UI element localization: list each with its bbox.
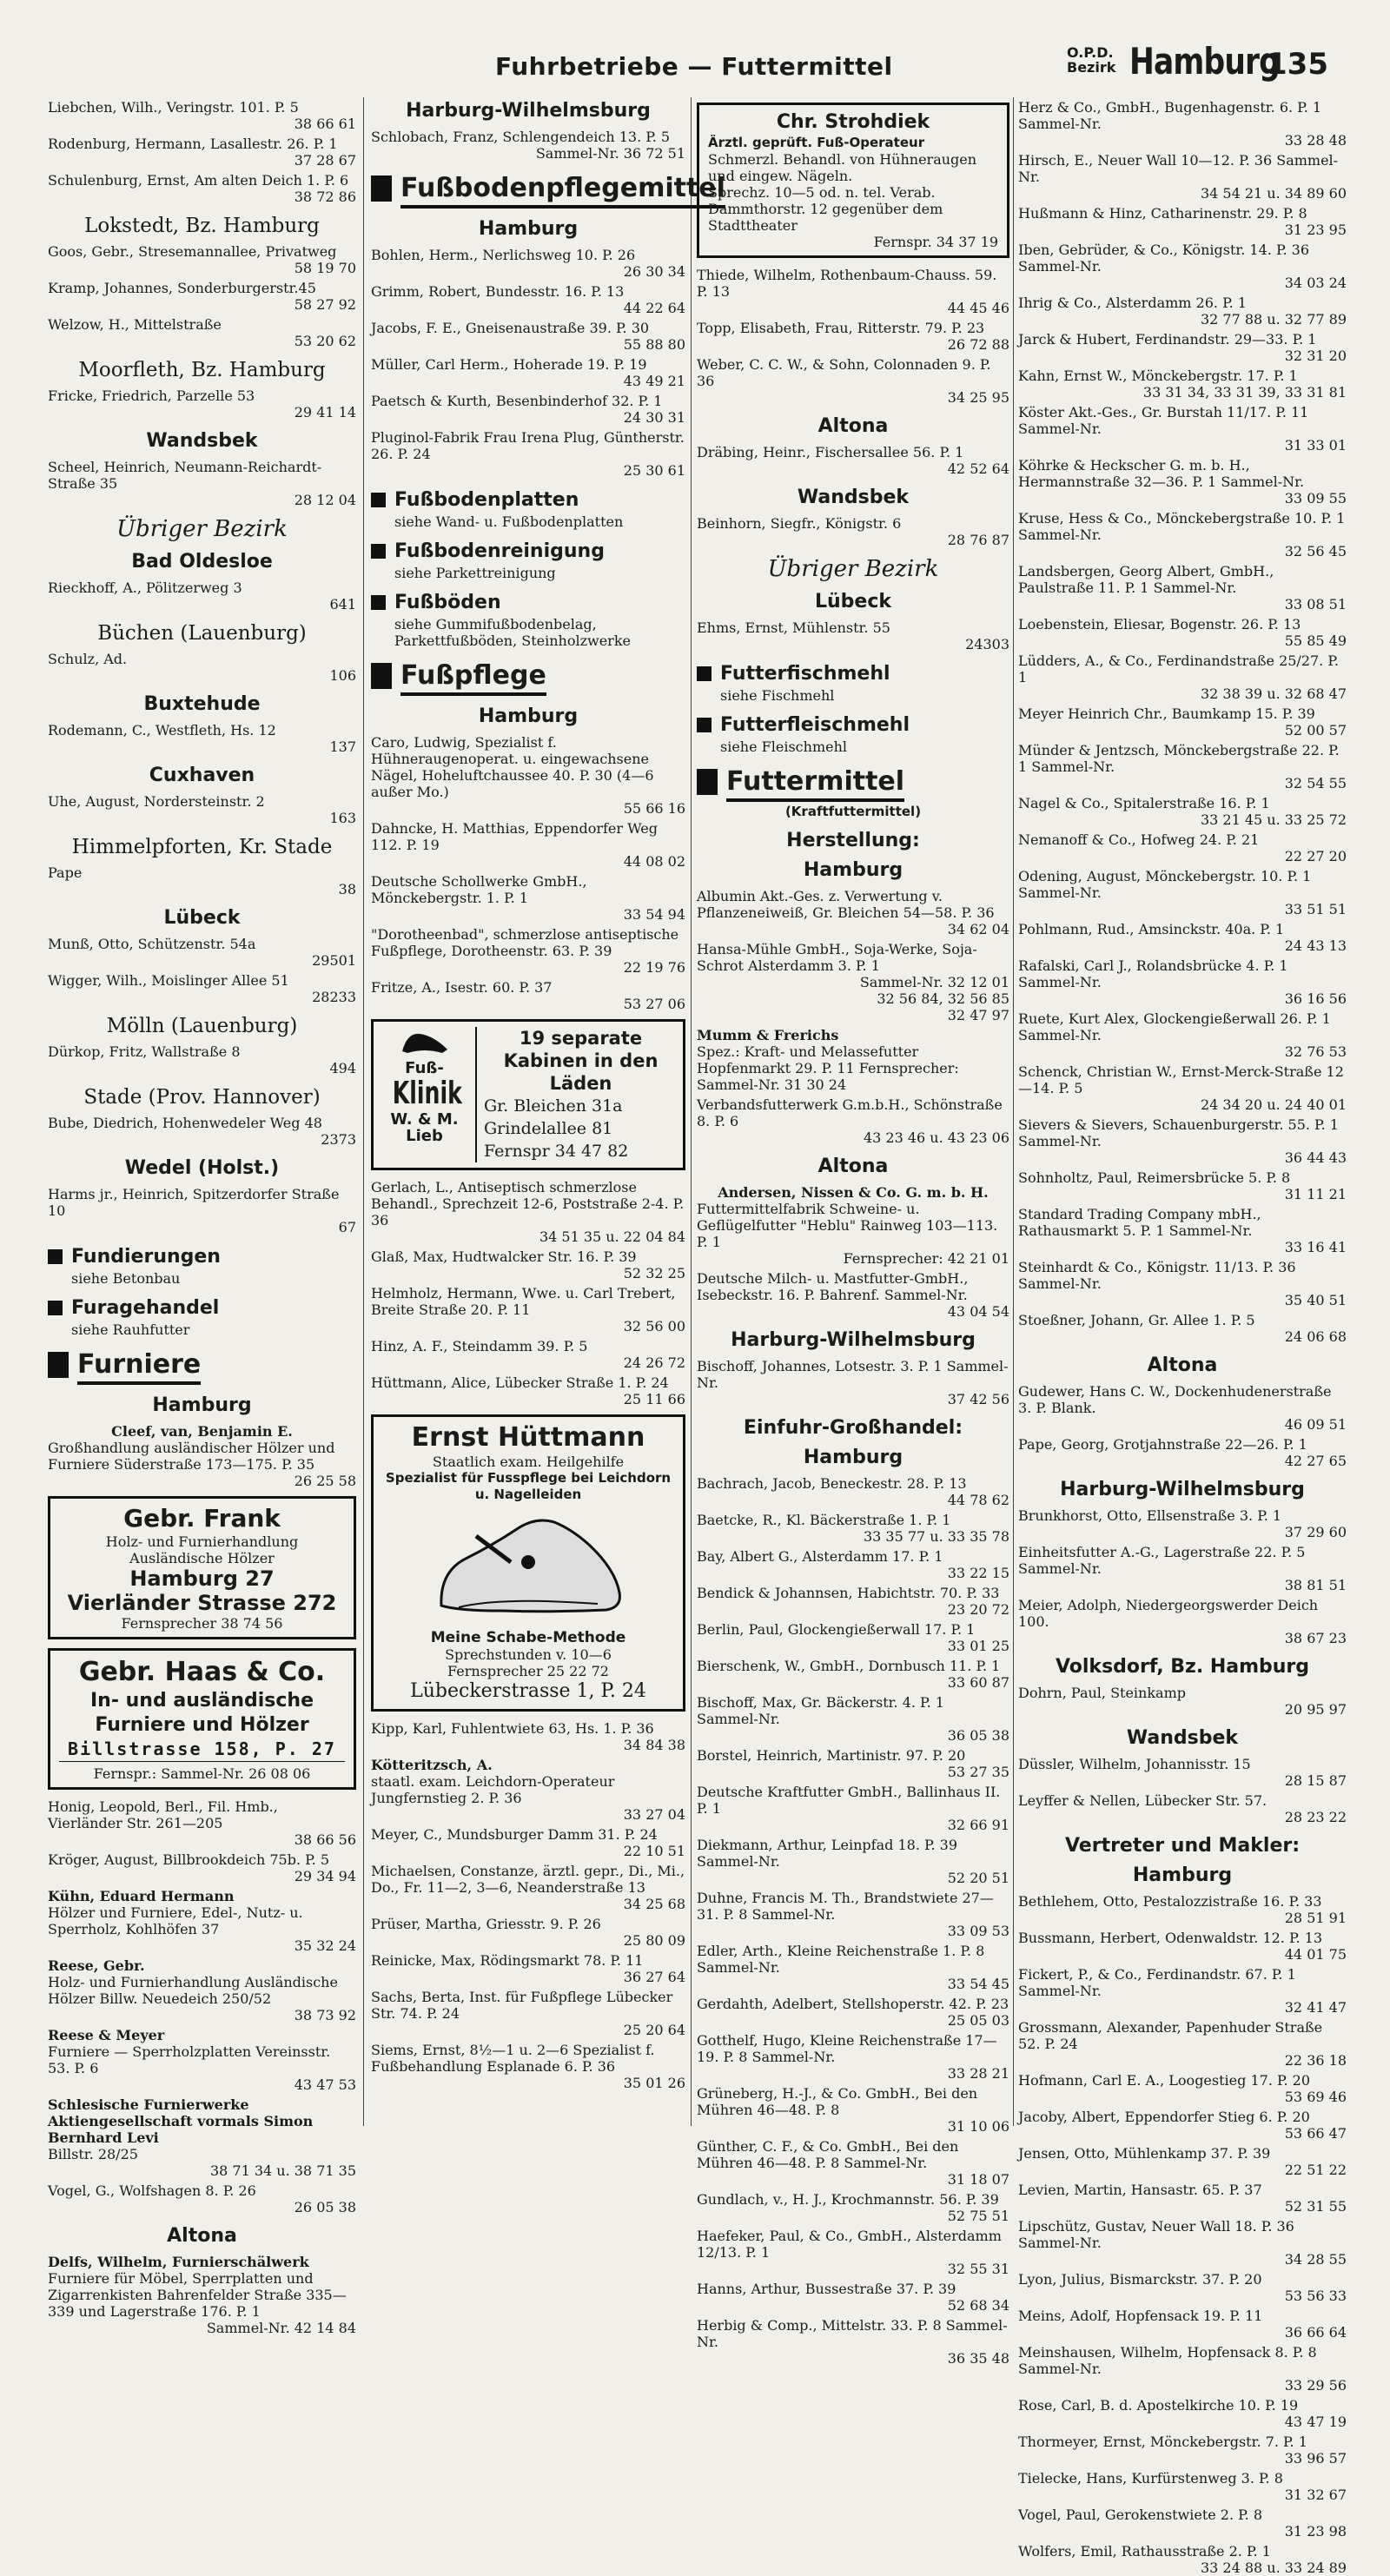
list-item: Dohrn, Paul, Steinkamp 20 95 97 <box>1018 1685 1347 1718</box>
list-item: Deutsche Milch- u. Mastfutter-GmbH., Isebeckstr. 16. P. Bahrenf. Sammel-Nr. 43 04 54 <box>697 1270 1009 1320</box>
place-heading: Hamburg <box>478 705 579 727</box>
list-item: Lyon, Julius, Bismarckstr. 37. P. 20 53 56 33 <box>1018 2271 1347 2304</box>
section-heading: Vertreter und Makler: <box>1064 1835 1301 1857</box>
category-bullet-icon <box>48 1249 63 1264</box>
list-item: Hofmann, Carl E. A., Loogestieg 17. P. 20 53 69 46 <box>1018 2072 1347 2105</box>
list-item: Schulenburg, Ernst, Am alten Deich 1. P. 6 38 72 86 <box>48 172 356 205</box>
list-item: Kröger, August, Billbrookdeich 75b. P. 5 29 34 94 <box>48 1851 356 1884</box>
category-bullet-icon <box>48 1352 69 1378</box>
list-item: Weber, C. C. W., & Sohn, Colonnaden 9. P. 36 34 25 95 <box>697 356 1009 406</box>
list-item: Müller, Carl Herm., Hoherade 19. P. 19 43 49 21 <box>371 356 685 389</box>
category-heading: Futterfleischmehl <box>697 714 1009 737</box>
list-item: Edler, Arth., Kleine Reichenstraße 1. P. 8 Sammel-Nr. 33 54 45 <box>697 1943 1009 1992</box>
ad-logo-text: Fuß- <box>405 1059 444 1077</box>
list-item: Mumm & Frerichs Spez.: Kraft- und Melassefutter Hopfenmarkt 29. P. 11 Fernsprecher: Sammel-Nr. 31 30 24 <box>697 1027 959 1093</box>
cross-reference: siehe Fleischmehl <box>720 738 847 755</box>
place-heading: Hamburg <box>803 1447 904 1468</box>
list-item: Fritze, A., Isestr. 60. P. 37 53 27 06 <box>371 979 685 1012</box>
ad-line: Ärztl. geprüft. Fuß-Operateur <box>708 135 925 150</box>
list-item: Standard Trading Company mbH., Rathausmarkt 5. P. 1 Sammel-Nr. 33 16 41 <box>1018 1206 1347 1255</box>
list-item: Nagel & Co., Spitalerstraße 16. P. 1 33 21 45 u. 33 25 72 <box>1018 795 1347 828</box>
place-heading: Cuxhaven <box>149 765 255 786</box>
cross-reference: siehe Wand- u. Fußbodenplatten <box>394 513 624 530</box>
cross-reference: siehe Parkettreinigung <box>394 565 556 581</box>
place-heading: Harburg-Wilhelmsburg <box>406 100 651 122</box>
list-item: Munß, Otto, Schützenstr. 54a 29501 <box>48 936 356 969</box>
place-heading: Hamburg <box>152 1394 252 1416</box>
place-heading: Himmelpforten, Kr. Stade <box>71 836 333 858</box>
list-item: Schenck, Christian W., Ernst-Merck-Straße 12—14. P. 5 24 34 20 u. 24 40 01 <box>1018 1063 1347 1113</box>
list-item: Hußmann & Hinz, Catharinenstr. 29. P. 8 31 23 95 <box>1018 205 1347 238</box>
place-heading: Wandsbek <box>1126 1727 1239 1749</box>
list-item: Grüneberg, H.-J., & Co. GmbH., Bei den Mühren 46—48. P. 8 31 10 06 <box>697 2085 1009 2135</box>
ad-fuss-klinik <box>371 1019 685 1170</box>
cross-reference: siehe Gummifußbodenbelag, Parkettfußböden, Steinholzwerke <box>394 616 631 649</box>
list-item: Levien, Martin, Hansastr. 65. P. 37 52 31 55 <box>1018 2182 1347 2215</box>
category-bullet-icon <box>371 493 386 507</box>
ad-phone: Fernspr. 34 37 19 <box>873 234 998 250</box>
list-item: Bay, Albert G., Alsterdamm 17. P. 1 33 22 15 <box>697 1548 1009 1581</box>
ad-phone: Fernsprecher 38 74 56 <box>121 1615 283 1632</box>
place-heading: Harburg-Wilhelmsburg <box>731 1329 976 1351</box>
list-item: Dürkop, Fritz, Wallstraße 8 494 <box>48 1043 356 1076</box>
ad-line: Sprechz. 10—5 od. n. tel. Verab. <box>708 184 936 201</box>
list-item: Hansa-Mühle GmbH., Soja-Werke, Soja-Schrot Alsterdamm 3. P. 1 Sammel-Nr. 32 12 01 32 56 84, 32 56 85 32 47 97 <box>697 941 1009 1023</box>
list-item: Diekmann, Arthur, Leinpfad 18. P. 39 Sammel-Nr. 52 20 51 <box>697 1837 1009 1886</box>
ad-company-name: Ernst Hüttmann <box>411 1422 645 1453</box>
list-item: Kruse, Hess & Co., Mönckebergstraße 10. P. 1 Sammel-Nr. 32 56 45 <box>1018 510 1347 560</box>
bezirk-label: Bezirk <box>1067 59 1116 76</box>
list-item: Vogel, G., Wolfshagen 8. P. 26 26 05 38 <box>48 2182 356 2215</box>
list-item: Kramp, Johannes, Sonderburgerstr.45 58 27 92 <box>48 280 356 313</box>
foot-logo-icon <box>399 1027 451 1056</box>
list-item: Jensen, Otto, Mühlenkamp 37. P. 39 22 51 22 <box>1018 2145 1347 2178</box>
list-item: Jacobs, F. E., Gneisenaustraße 39. P. 30 55 88 80 <box>371 320 685 353</box>
ad-address: Grindelallee 81 <box>484 1119 613 1138</box>
list-item: Köhrke & Heckscher G. m. b. H., Hermannstraße 32—36. P. 1 Sammel-Nr. 33 09 55 <box>1018 457 1347 507</box>
section-heading: Herstellung: <box>786 830 920 851</box>
list-item: Günther, C. F., & Co. GmbH., Bei den Mühren 46—48. P. 8 Sammel-Nr. 31 18 07 <box>697 2138 1009 2188</box>
ad-line: Ausländische Hölzer <box>129 1550 275 1566</box>
list-item: Bischoff, Max, Gr. Bäckerstr. 4. P. 1 Sammel-Nr. 36 05 38 <box>697 1694 1009 1744</box>
category-heading: Fußböden <box>371 592 685 614</box>
category-heading: Fußbodenreinigung <box>371 540 685 563</box>
list-item: Thiede, Wilhelm, Rothenbaum-Chauss. 59. P. 13 44 45 46 <box>697 267 1009 316</box>
ad-address: Gr. Bleichen 31a <box>484 1096 623 1116</box>
ad-phone: Fernspr 34 47 82 <box>484 1142 629 1161</box>
place-heading: Harburg-Wilhelmsburg <box>1060 1479 1305 1500</box>
list-item: Bierschenk, W., GmbH., Dornbusch 11. P. 1 33 60 87 <box>697 1658 1009 1691</box>
list-item: Welzow, H., Mittelstraße 53 20 62 <box>48 316 356 349</box>
category-heading: Fußbodenpflegemittel <box>371 172 685 209</box>
category-bullet-icon <box>371 663 392 689</box>
place-heading: Lokstedt, Bz. Hamburg <box>84 215 320 237</box>
category-bullet-icon <box>48 1301 63 1315</box>
list-item: Duhne, Francis M. Th., Brandstwiete 27—31. P. 8 Sammel-Nr. 33 09 53 <box>697 1890 1009 1939</box>
list-item: Berlin, Paul, Glockengießerwall 17. P. 1 33 01 25 <box>697 1621 1009 1654</box>
ad-chr-strohdiek <box>697 103 1009 258</box>
list-item: Vogel, Paul, Gerokenstwiete 2. P. 8 31 23 98 <box>1018 2506 1347 2540</box>
list-item: Uhe, August, Nordersteinstr. 2 163 <box>48 793 356 826</box>
opd-abbrev: O.P.D. <box>1067 44 1114 61</box>
place-heading: Bad Oldesloe <box>131 551 273 573</box>
running-title: Fuhrbetriebe — Futtermittel <box>495 52 893 81</box>
category-heading: Fundierungen <box>48 1246 356 1268</box>
list-item: Bendick & Johannsen, Habichtstr. 70. P. 33 23 20 72 <box>697 1585 1009 1618</box>
list-item: Albumin Akt.-Ges. z. Verwertung v. Pflanzeneiweiß, Gr. Bleichen 54—58. P. 36 34 62 04 <box>697 888 1009 937</box>
category-bullet-icon <box>697 769 718 795</box>
ad-line: Schmerzl. Behandl. von Hühneraugen und eingew. Nägeln. <box>708 151 977 184</box>
list-item: Schlesische Furnierwerke Aktiengesellschaft vormals Simon Bernhard Levi Billstr. 28/25 38 71 34 u. 38 71 35 <box>48 2096 356 2179</box>
ad-gebr-frank <box>48 1496 356 1639</box>
list-item: Rieckhoff, A., Pölitzerweg 3 641 <box>48 579 356 613</box>
ad-company-name: Gebr. Frank <box>123 1504 281 1533</box>
list-item: Schlobach, Franz, Schlengendeich 13. P. 5 Sammel-Nr. 36 72 51 <box>371 129 685 162</box>
category-subtitle: (Kraftfuttermittel) <box>784 804 922 819</box>
category-bullet-icon <box>371 595 386 610</box>
ad-phone: Fernspr.: Sammel-Nr. 26 08 06 <box>59 1761 345 1782</box>
list-item: Tielecke, Hans, Kurfürstenweg 3. P. 8 31 32 67 <box>1018 2470 1347 2503</box>
list-item: Andersen, Nissen & Co. G. m. b. H. Futtermittelfabrik Schweine- u. Geflügelfutter "Heblu" Rainweg 103—113. P. 1 Fernsprecher: 42 21 01 <box>697 1184 1009 1267</box>
list-item: Caro, Ludwig, Spezialist f. Hühneraugenoperat. u. eingewachsene Nägel, Hoheluftchaussee 40. P. 30 (4—6 außer Mo.) 55 66 16 <box>371 734 685 817</box>
place-heading: Altona <box>817 1156 889 1177</box>
list-item: Köster Akt.-Ges., Gr. Burstah 11/17. P. 11 Sammel-Nr. 31 33 01 <box>1018 404 1347 454</box>
place-heading: Mölln (Lauenburg) <box>106 1015 298 1037</box>
place-heading: Büchen (Lauenburg) <box>97 622 307 645</box>
list-item: Iben, Gebrüder, & Co., Königstr. 14. P. 36 Sammel-Nr. 34 03 24 <box>1018 242 1347 291</box>
list-item: Liebchen, Wilh., Veringstr. 101. P. 5 38 66 61 <box>48 99 356 132</box>
place-heading: Wandsbek <box>146 430 258 452</box>
column-4 <box>1018 97 1347 2576</box>
ad-gebr-haas <box>48 1648 356 1790</box>
column-2 <box>371 97 725 2126</box>
list-item: Steinhardt & Co., Königstr. 11/13. P. 36 Sammel-Nr. 35 40 51 <box>1018 1259 1347 1308</box>
list-item: Schulz, Ad. 106 <box>48 651 356 684</box>
region-heading: Übriger Bezirk <box>767 556 939 582</box>
list-item: Grimm, Robert, Bundesstr. 16. P. 13 44 22 64 <box>371 283 685 316</box>
list-item: Rodenburg, Hermann, Lasallestr. 26. P. 1 37 28 67 <box>48 136 356 169</box>
list-item: Rodemann, C., Westfleth, Hs. 12 137 <box>48 722 356 755</box>
list-item: Münder & Jentzsch, Mönckebergstraße 22. P. 1 Sammel-Nr. 32 54 55 <box>1018 742 1347 791</box>
list-item: Rafalski, Carl J., Rolandsbrücke 4. P. 1 Sammel-Nr. 36 16 56 <box>1018 957 1347 1007</box>
region-heading: Übriger Bezirk <box>116 516 288 542</box>
ad-ernst-huettmann <box>371 1414 685 1712</box>
column-1 <box>48 97 356 2336</box>
list-item: Brunkhorst, Otto, Ellsenstraße 3. P. 1 37 29 60 <box>1018 1507 1347 1540</box>
list-item: Deutsche Schollwerke GmbH., Mönckebergstr. 1. P. 1 33 54 94 <box>371 873 685 923</box>
list-item: Gerdahth, Adelbert, Stellshoperstr. 42. P. 23 25 05 03 <box>697 1996 1009 2029</box>
place-heading: Hamburg <box>803 859 904 881</box>
list-item: Borstel, Heinrich, Martinistr. 97. P. 20 53 27 35 <box>697 1747 1009 1780</box>
list-item: Rose, Carl, B. d. Apostelkirche 10. P. 19 43 47 19 <box>1018 2397 1347 2430</box>
list-item: Pohlmann, Rud., Amsinckstr. 40a. P. 1 24 43 13 <box>1018 921 1347 954</box>
ad-line: Holz- und Furnierhandlung <box>105 1533 299 1550</box>
list-item: Paetsch & Kurth, Besenbinderhof 32. P. 1 24 30 31 <box>371 393 685 426</box>
list-item: Bussmann, Herbert, Odenwaldstr. 12. P. 13 44 01 75 <box>1018 1930 1347 1963</box>
list-item: Lipschütz, Gustav, Neuer Wall 18. P. 36 Sammel-Nr. 34 28 55 <box>1018 2218 1347 2268</box>
list-item: Delfs, Wilhelm, Furnierschälwerk Furniere für Möbel, Sperrplatten und Zigarrenkisten Bahrenfelder Straße 335—339 und Lagerstraße 176. P. 1 Sammel-Nr. 42 14 84 <box>48 2254 356 2336</box>
list-item: Scheel, Heinrich, Neumann-Reichardt-Straße 35 28 12 04 <box>48 459 356 508</box>
list-item: Helmholz, Hermann, Wwe. u. Carl Trebert, Breite Straße 20. P. 11 32 56 00 <box>371 1285 685 1334</box>
list-item: Düssler, Wilhelm, Johannisstr. 15 28 15 87 <box>1018 1756 1347 1789</box>
list-item: Meier, Adolph, Niedergeorgswerder Deich 100. 38 67 23 <box>1018 1597 1347 1646</box>
list-item: Herz & Co., GmbH., Bugenhagenstr. 6. P. 1 Sammel-Nr. 33 28 48 <box>1018 99 1347 149</box>
list-item: Hüttmann, Alice, Lübecker Straße 1. P. 24 25 11 66 <box>371 1374 685 1407</box>
list-item: "Dorotheenbad", schmerzlose antiseptische Fußpflege, Dorotheenstr. 63. P. 39 22 19 76 <box>371 926 685 976</box>
list-item: Baetcke, R., Kl. Bäckerstraße 1. P. 1 33 35 77 u. 33 35 78 <box>697 1512 1009 1545</box>
list-item: Wigger, Wilh., Moislinger Allee 51 28233 <box>48 972 356 1005</box>
list-item: Bachrach, Jacob, Beneckestr. 28. P. 13 44 78 62 <box>697 1475 1009 1508</box>
ad-address: Vierländer Strasse 272 <box>67 1591 337 1615</box>
ad-company-name: Gebr. Haas & Co. <box>78 1657 326 1687</box>
category-heading: Furniere <box>48 1348 356 1385</box>
place-heading: Stade (Prov. Hannover) <box>83 1086 321 1109</box>
place-heading: Buxtehude <box>143 693 261 715</box>
place-heading: Lübeck <box>814 591 892 613</box>
list-item: Michaelsen, Constanze, ärztl. gepr., Di., Mi., Do., Fr. 11—2, 3—6, Neanderstraße 13 34 25 68 <box>371 1863 685 1912</box>
list-item: Beinhorn, Siegfr., Königstr. 6 28 76 87 <box>697 515 1009 548</box>
ad-phone: Fernsprecher 25 22 72 <box>447 1663 609 1679</box>
list-item: Gundlach, v., H. J., Krochmannstr. 56. P. 39 52 75 51 <box>697 2191 1009 2224</box>
column-3 <box>697 97 1009 2367</box>
list-item: Deutsche Kraftfutter GmbH., Ballinhaus II. P. 1 32 66 91 <box>697 1784 1009 1833</box>
category-bullet-icon <box>371 175 392 202</box>
ad-logo-text: W. & M. <box>390 1110 459 1129</box>
list-item: Sievers & Sievers, Schauenburgerstr. 55. P. 1 Sammel-Nr. 36 44 43 <box>1018 1116 1347 1166</box>
list-item: Fickert, P., & Co., Ferdinandstr. 67. P. 1 Sammel-Nr. 32 41 47 <box>1018 1966 1347 2016</box>
place-heading: Volksdorf, Bz. Hamburg <box>1055 1656 1310 1678</box>
place-heading: Hamburg <box>1132 1864 1233 1886</box>
list-item: Kahn, Ernst W., Mönckebergstr. 17. P. 1 33 31 34, 33 31 39, 33 31 81 <box>1018 368 1347 401</box>
ad-logo-text: Lieb <box>406 1127 443 1145</box>
list-item: Thormeyer, Ernst, Mönckebergstr. 7. P. 1 33 96 57 <box>1018 2434 1347 2467</box>
category-heading: Fußpflege <box>371 659 685 696</box>
place-heading: Altona <box>817 415 889 437</box>
category-bullet-icon <box>697 666 712 681</box>
place-heading: Altona <box>1147 1354 1218 1376</box>
list-item: Goos, Gebr., Stresemannallee, Privatweg 58 19 70 <box>48 243 356 276</box>
list-item: Reinicke, Max, Rödingsmarkt 78. P. 11 36 27 64 <box>371 1952 685 1985</box>
list-item: Einheitsfutter A.-G., Lagerstraße 22. P. 5 Sammel-Nr. 38 81 51 <box>1018 1544 1347 1593</box>
category-heading: Futterfischmehl <box>697 663 1009 685</box>
ad-company-name: Chr. Strohdiek <box>776 111 930 133</box>
list-item: Bube, Diedrich, Hohenwedeler Weg 48 2373 <box>48 1115 356 1148</box>
list-item: Wolfers, Emil, Rathausstraße 2. P. 1 33 24 88 u. 33 24 89 <box>1018 2543 1347 2576</box>
list-item: Ruete, Kurt Alex, Glockengießerwall 26. P. 1 Sammel-Nr. 32 76 53 <box>1018 1010 1347 1060</box>
ad-logo-text: Klinik <box>392 1076 462 1111</box>
list-item: Meins, Adolf, Hopfensack 19. P. 11 36 66 64 <box>1018 2308 1347 2341</box>
list-item: Meinshausen, Wilhelm, Hopfensack 8. P. 8 Sammel-Nr. 33 29 56 <box>1018 2344 1347 2394</box>
section-heading: Einfuhr-Großhandel: <box>743 1417 963 1439</box>
list-item: Cleef, van, Benjamin E. Großhandlung ausländischer Hölzer und Furniere Süderstraße 173—175. P. 35 26 25 58 <box>48 1423 356 1489</box>
list-item: Meyer Heinrich Chr., Baumkamp 15. P. 39 52 00 57 <box>1018 705 1347 738</box>
cross-reference: siehe Betonbau <box>71 1270 181 1287</box>
ad-line: Meine Schabe-Methode <box>430 1629 626 1646</box>
list-item: Fricke, Friedrich, Parzelle 53 29 41 14 <box>48 387 356 421</box>
list-item: Leyffer & Nellen, Lübecker Str. 57. 28 23 22 <box>1018 1792 1347 1825</box>
list-item: Pape 38 <box>48 864 356 897</box>
cross-reference: siehe Fischmehl <box>720 687 835 704</box>
list-item: Grossmann, Alexander, Papenhuder Straße 52. P. 24 22 36 18 <box>1018 2019 1347 2069</box>
list-item: Topp, Elisabeth, Frau, Ritterstr. 79. P. 23 26 72 88 <box>697 320 1009 353</box>
list-item: Hanns, Arthur, Bussestraße 37. P. 39 52 68 34 <box>697 2281 1009 2314</box>
list-item: Jarck & Hubert, Ferdinandstr. 29—33. P. 1 32 31 20 <box>1018 331 1347 364</box>
category-bullet-icon <box>697 718 712 732</box>
list-item: Reese & Meyer Furniere — Sperrholzplatten Vereinsstr. 53. P. 6 43 47 53 <box>48 2027 356 2093</box>
place-heading: Altona <box>167 2225 237 2247</box>
list-item: Gudewer, Hans C. W., Dockenhudenerstraße 3. P. Blank. 46 09 51 <box>1018 1383 1347 1433</box>
category-heading: Fußbodenplatten <box>371 489 685 512</box>
list-item: Hinz, A. F., Steindamm 39. P. 5 24 26 72 <box>371 1338 685 1371</box>
ad-address: Lübeckerstrasse 1, P. 24 <box>410 1680 646 1702</box>
place-heading: Wedel (Holst.) <box>124 1157 280 1179</box>
list-item: Kipp, Karl, Fuhlentwiete 63, Hs. 1. P. 36 34 84 38 <box>371 1720 685 1753</box>
column-rule <box>691 97 692 2126</box>
list-item: Pape, Georg, Grotjahnstraße 22—26. P. 1 42 27 65 <box>1018 1436 1347 1469</box>
ad-logo <box>379 1027 477 1162</box>
list-item: Loebenstein, Eliesar, Bogenstr. 26. P. 13 55 85 49 <box>1018 616 1347 649</box>
place-heading: Wandsbek <box>797 487 910 508</box>
list-item: Pluginol-Fabrik Frau Irena Plug, Güntherstr. 26. P. 24 25 30 61 <box>371 429 685 479</box>
cross-reference: siehe Rauhfutter <box>71 1321 190 1338</box>
list-item: Jacoby, Albert, Eppendorfer Stieg 6. P. 20 53 66 47 <box>1018 2109 1347 2142</box>
ad-line: 19 separate Kabinen in den Läden <box>503 1028 659 1094</box>
list-item: Hirsch, E., Neuer Wall 10—12. P. 36 Sammel-Nr. 34 54 21 u. 34 89 60 <box>1018 152 1347 202</box>
list-item: Haefeker, Paul, & Co., GmbH., Alsterdamm 12/13. P. 1 32 55 31 <box>697 2228 1009 2277</box>
ad-address: Billstrasse 158, P. 27 <box>68 1738 336 1759</box>
list-item: Siems, Ernst, 8½—1 u. 2—6 Spezialist f. Fußbehandlung Esplanade 6. P. 36 35 01 26 <box>371 2042 685 2091</box>
ad-line: Furniere und Hölzer <box>95 1714 309 1736</box>
list-item: Glaß, Max, Hudtwalcker Str. 16. P. 39 52 32 25 <box>371 1248 685 1281</box>
column-rule <box>363 97 364 2126</box>
page-header <box>0 35 1390 96</box>
ad-line: Spezialist für Fusspflege bei Leichdorn u. Nagelleiden <box>385 1470 672 1502</box>
ad-line: Staatlich exam. Heilgehilfe <box>432 1454 625 1470</box>
list-item: Landsbergen, Georg Albert, GmbH., Paulstraße 11. P. 1 Sammel-Nr. 33 08 51 <box>1018 563 1347 613</box>
list-item: Ehms, Ernst, Mühlenstr. 55 24303 <box>697 619 1009 652</box>
list-item: Harms jr., Heinrich, Spitzerdorfer Straße 10 67 <box>48 1186 356 1235</box>
list-item: Sachs, Berta, Inst. für Fußpflege Lübecker Str. 74. P. 24 25 20 64 <box>371 1989 685 2038</box>
category-bullet-icon <box>371 544 386 559</box>
category-heading: Furagehandel <box>48 1297 356 1320</box>
list-item: Lüdders, A., & Co., Ferdinandstraße 25/27. P. 1 32 38 39 u. 32 68 47 <box>1018 652 1347 702</box>
list-item: Kühn, Eduard Hermann Hölzer und Furniere, Edel-, Nutz- u. Sperrholz, Kohlhöfen 37 35 32 24 <box>48 1888 356 1954</box>
list-item: Herbig & Comp., Mittelstr. 33. P. 8 Sammel-Nr. 36 35 48 <box>697 2317 1009 2367</box>
list-item: Bischoff, Johannes, Lotsestr. 3. P. 1 Sammel-Nr. 37 42 56 <box>697 1358 1009 1407</box>
list-item: Gerlach, L., Antiseptisch schmerzlose Behandl., Sprechzeit 12-6, Poststraße 2-4. P. 36 34 51 35 u. 22 04 84 <box>371 1179 685 1245</box>
column-rule <box>1013 97 1014 2126</box>
list-item: Honig, Leopold, Berl., Fil. Hmb., Vierländer Str. 261—205 38 66 56 <box>48 1798 356 1848</box>
page-number: 135 <box>1267 47 1328 82</box>
list-item: Meyer, C., Mundsburger Damm 31. P. 24 22 10 51 <box>371 1826 685 1859</box>
list-item: Nemanoff & Co., Hofweg 24. P. 21 22 27 20 <box>1018 831 1347 864</box>
place-heading: Lübeck <box>163 907 241 929</box>
list-item: Odening, August, Mönckebergstr. 10. P. 1 Sammel-Nr. 33 51 51 <box>1018 868 1347 917</box>
list-item: Reese, Gebr. Holz- und Furnierhandlung Ausländische Hölzer Billw. Neuedeich 250/52 38 73 92 <box>48 1957 356 2023</box>
ad-line: In- und ausländische <box>89 1690 314 1712</box>
list-item: Sohnholtz, Paul, Reimersbrücke 5. P. 8 31 11 21 <box>1018 1169 1347 1202</box>
ad-address: Dammthorstr. 12 gegenüber dem Stadttheater <box>708 201 943 234</box>
list-item: Kötteritzsch, A. staatl. exam. Leichdorn-Operateur Jungfernstieg 2. P. 36 33 27 04 <box>371 1757 685 1823</box>
ad-line: Sprechstunden v. 10—6 <box>445 1646 612 1663</box>
list-item: Dahncke, H. Matthias, Eppendorfer Weg 112. P. 19 44 08 02 <box>371 820 685 870</box>
place-heading: Moorfleth, Bz. Hamburg <box>78 359 326 381</box>
city-title: Hamburg <box>1129 40 1281 83</box>
list-item: Dräbing, Heinr., Fischersallee 56. P. 1 42 52 64 <box>697 444 1009 477</box>
opd-label <box>1067 45 1115 75</box>
ad-address: Hamburg 27 <box>129 1566 275 1591</box>
list-item: Stoeßner, Johann, Gr. Allee 1. P. 5 24 06 68 <box>1018 1312 1347 1345</box>
list-item: Bohlen, Herm., Nerlichsweg 10. P. 26 26 30 34 <box>371 247 685 280</box>
list-item: Bethlehem, Otto, Pestalozzistraße 16. P. 33 28 51 91 <box>1018 1893 1347 1926</box>
list-item: Ihrig & Co., Alsterdamm 26. P. 1 32 77 88 u. 32 77 89 <box>1018 295 1347 328</box>
list-item: Prüser, Martha, Griesstr. 9. P. 26 25 80 09 <box>371 1916 685 1949</box>
foot-illustration-icon <box>424 1510 632 1623</box>
category-heading: Futtermittel <box>697 765 1009 802</box>
list-item: Gotthelf, Hugo, Kleine Reichenstraße 17—19. P. 8 Sammel-Nr. 33 28 21 <box>697 2032 1009 2082</box>
place-heading: Hamburg <box>478 218 579 240</box>
list-item: Verbandsfutterwerk G.m.b.H., Schönstraße 8. P. 6 43 23 46 u. 43 23 06 <box>697 1096 1009 1146</box>
